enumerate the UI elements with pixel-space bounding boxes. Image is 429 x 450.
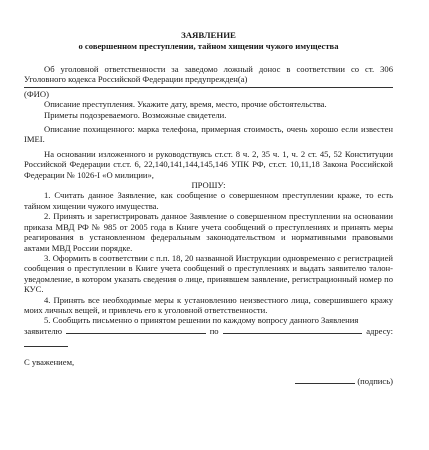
- fio-line: [24, 87, 393, 88]
- document-title: ЗАЯВЛЕНИЕ: [181, 30, 236, 40]
- po-fill-line: [223, 333, 363, 334]
- applicant-fill-line: [66, 333, 206, 334]
- request-item-1: 1. Считать данное Заявление, как сообщение о совершенном преступлении краже, то есть тайном хищении чужого имущества.: [24, 190, 393, 211]
- closing-text: С уважением,: [24, 357, 75, 368]
- signature-line: [295, 383, 355, 384]
- address-label: адресу:: [366, 325, 393, 336]
- legal-basis: На основании изложенного и руководствуясь ст.ст. 8 ч. 2, 35 ч. 1, ч. 2 ст. 45, 52 Конституции Российской Федерации ст.ст. 6, 22,140,141,144,145,146 УПК РФ, ст.ст. 10,11,18 Закона Российской Федерации № 1026-I «О милиции»,: [24, 148, 393, 180]
- request-item-2: 2. Принять и зарегистрировать данное Заявление о совершенном преступлении на основании приказа МВД РФ № 985 от 2005 года в Книге учета сообщений о преступлениях и принять меры реагирования в установленном федеральным законодательством и нормативными правовыми актами МВД России порядке.: [24, 211, 393, 253]
- signature-row: [24, 376, 393, 386]
- request-heading: ПРОШУ:: [191, 180, 226, 191]
- po-label: по: [209, 325, 219, 336]
- document-subtitle: о совершенном преступлении, тайном хищении чужого имущества: [78, 41, 339, 51]
- signature-label: (подпись): [357, 375, 393, 386]
- applicant-label: заявителю: [24, 325, 63, 336]
- suspects-description: Приметы подозреваемого. Возможные свидетели.: [44, 109, 227, 120]
- crime-description: Описание преступления. Укажите дату, время, место, прочие обстоятельства.: [44, 99, 327, 110]
- request-item-4: 4. Принять все необходимые меры к установлению неизвестного лица, совершившего кражу моих личных вещей, и привлечь его к уголовной ответственности.: [24, 294, 393, 315]
- liability-warning: Об уголовной ответственности за заведомо ложный донос в соответствии со ст. 306 Уголовного кодекса Российской Федерации предупрежден(а): [24, 64, 393, 85]
- fio-label: (ФИО): [24, 88, 49, 99]
- request-item-3: 3. Оформить в соответствии с п.п. 18, 20 названной Инструкции одновременно с регистрацией сообщения о преступлении в Книге учета сообщений о преступлениях и выдать заявителю талон-уведомление, в котором указать сведения о лице, принявшем заявление, регистрационный номер по КУС.: [24, 252, 393, 295]
- stolen-description: Описание похищенного: марка телефона, примерная стоимость, очень хорошо если известен IMEI.: [24, 124, 393, 145]
- request-item-5: 5. Сообщить письменно о принятом решении по каждому вопросу данного Заявления: [44, 315, 359, 326]
- applicant-address-row: [24, 326, 393, 336]
